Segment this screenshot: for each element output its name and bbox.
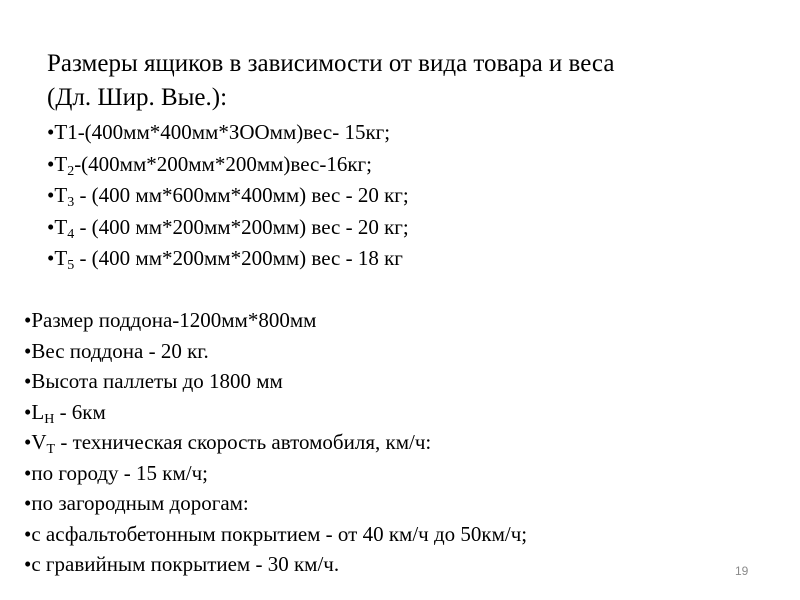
box-label: Т: [54, 120, 68, 144]
pallet-weight-item: [24, 336, 744, 367]
bullet-icon: •: [24, 399, 32, 424]
bullet-icon: •: [47, 214, 55, 239]
pallet-size-item: [24, 305, 744, 336]
vt-subscript: T: [46, 442, 56, 457]
bullet-icon: •: [24, 430, 32, 454]
box-size-text: - (400 мм*200мм*200мм) вес - 20 кг;: [74, 214, 409, 239]
pallet-size-text: Размер поддона-1200мм*800мм: [31, 308, 317, 332]
bullet-icon: •: [24, 552, 32, 576]
pallet-height-item: [24, 366, 744, 397]
box-size-text: -(400мм*200мм*200мм)вес-16кг;: [74, 151, 373, 176]
box-label-subscript: 4: [67, 226, 75, 242]
asphalt-speed-text: с асфальтобетонным покрытием - от 40 км/ч до 50км/ч;: [31, 521, 528, 546]
pallet-weight-text: Вес поддона - 20 кг.: [31, 338, 209, 363]
heading-line-2: (Дл. Шир. Вые.):: [47, 84, 228, 111]
box-size-item-t3: [47, 180, 767, 212]
box-size-item-t4: [47, 212, 767, 244]
box-label: Т: [54, 183, 68, 207]
gravel-speed-text: с гравийным покрытием - 30 км/ч.: [31, 552, 340, 576]
country-roads-item: [24, 488, 744, 519]
heading-line-1: Размеры ящиков в зависимости от вида товара и веса: [47, 50, 615, 77]
box-label-subscript: 3: [67, 195, 75, 210]
box-label-subscript: 2: [67, 163, 75, 179]
city-speed-item: [24, 458, 744, 489]
page-number: 19: [735, 564, 749, 578]
box-size-item-t2: [47, 149, 767, 181]
vt-label: V: [31, 430, 47, 454]
box-label: Т: [54, 151, 68, 176]
box-size-text: 1-(400мм*400мм*ЗООмм)вес- 15кг;: [67, 120, 391, 144]
box-size-item-t1: [47, 117, 767, 149]
bullet-icon: •: [47, 120, 55, 144]
box-size-list: [47, 117, 767, 275]
lh-subscript: H: [44, 411, 55, 427]
country-roads-text: по загородным дорогам:: [31, 491, 249, 515]
vt-speed-item: [24, 427, 744, 458]
asphalt-speed-item: [24, 519, 744, 550]
box-label: Т: [54, 214, 68, 239]
lh-distance-item: [24, 397, 744, 428]
bullet-icon: •: [24, 460, 32, 485]
parameter-list: [24, 305, 744, 580]
bullet-icon: •: [24, 308, 32, 332]
box-label: Т: [54, 246, 68, 270]
box-sizes-section: [47, 47, 767, 275]
box-label-subscript: 5: [67, 258, 75, 273]
box-size-item-t5: [47, 243, 767, 275]
vt-text: - техническая скорость автомобиля, км/ч:: [55, 430, 432, 454]
city-speed-text: по городу - 15 км/ч;: [31, 460, 208, 485]
bullet-icon: •: [47, 183, 55, 207]
parameters-section: [24, 305, 744, 580]
lh-label: L: [31, 399, 45, 424]
gravel-speed-item: [24, 549, 744, 580]
box-size-text: - (400 мм*200мм*200мм) вес - 18 кг: [74, 246, 403, 270]
box-size-text: - (400 мм*600мм*400мм) вес - 20 кг;: [74, 183, 409, 207]
bullet-icon: •: [47, 151, 55, 176]
bullet-icon: •: [47, 246, 55, 270]
bullet-icon: •: [24, 369, 32, 393]
bullet-icon: •: [24, 338, 32, 363]
bullet-icon: •: [24, 491, 32, 515]
lh-text: - 6км: [54, 399, 106, 424]
bullet-icon: •: [24, 521, 32, 546]
pallet-height-text: Высота паллеты до 1800 мм: [31, 369, 283, 393]
